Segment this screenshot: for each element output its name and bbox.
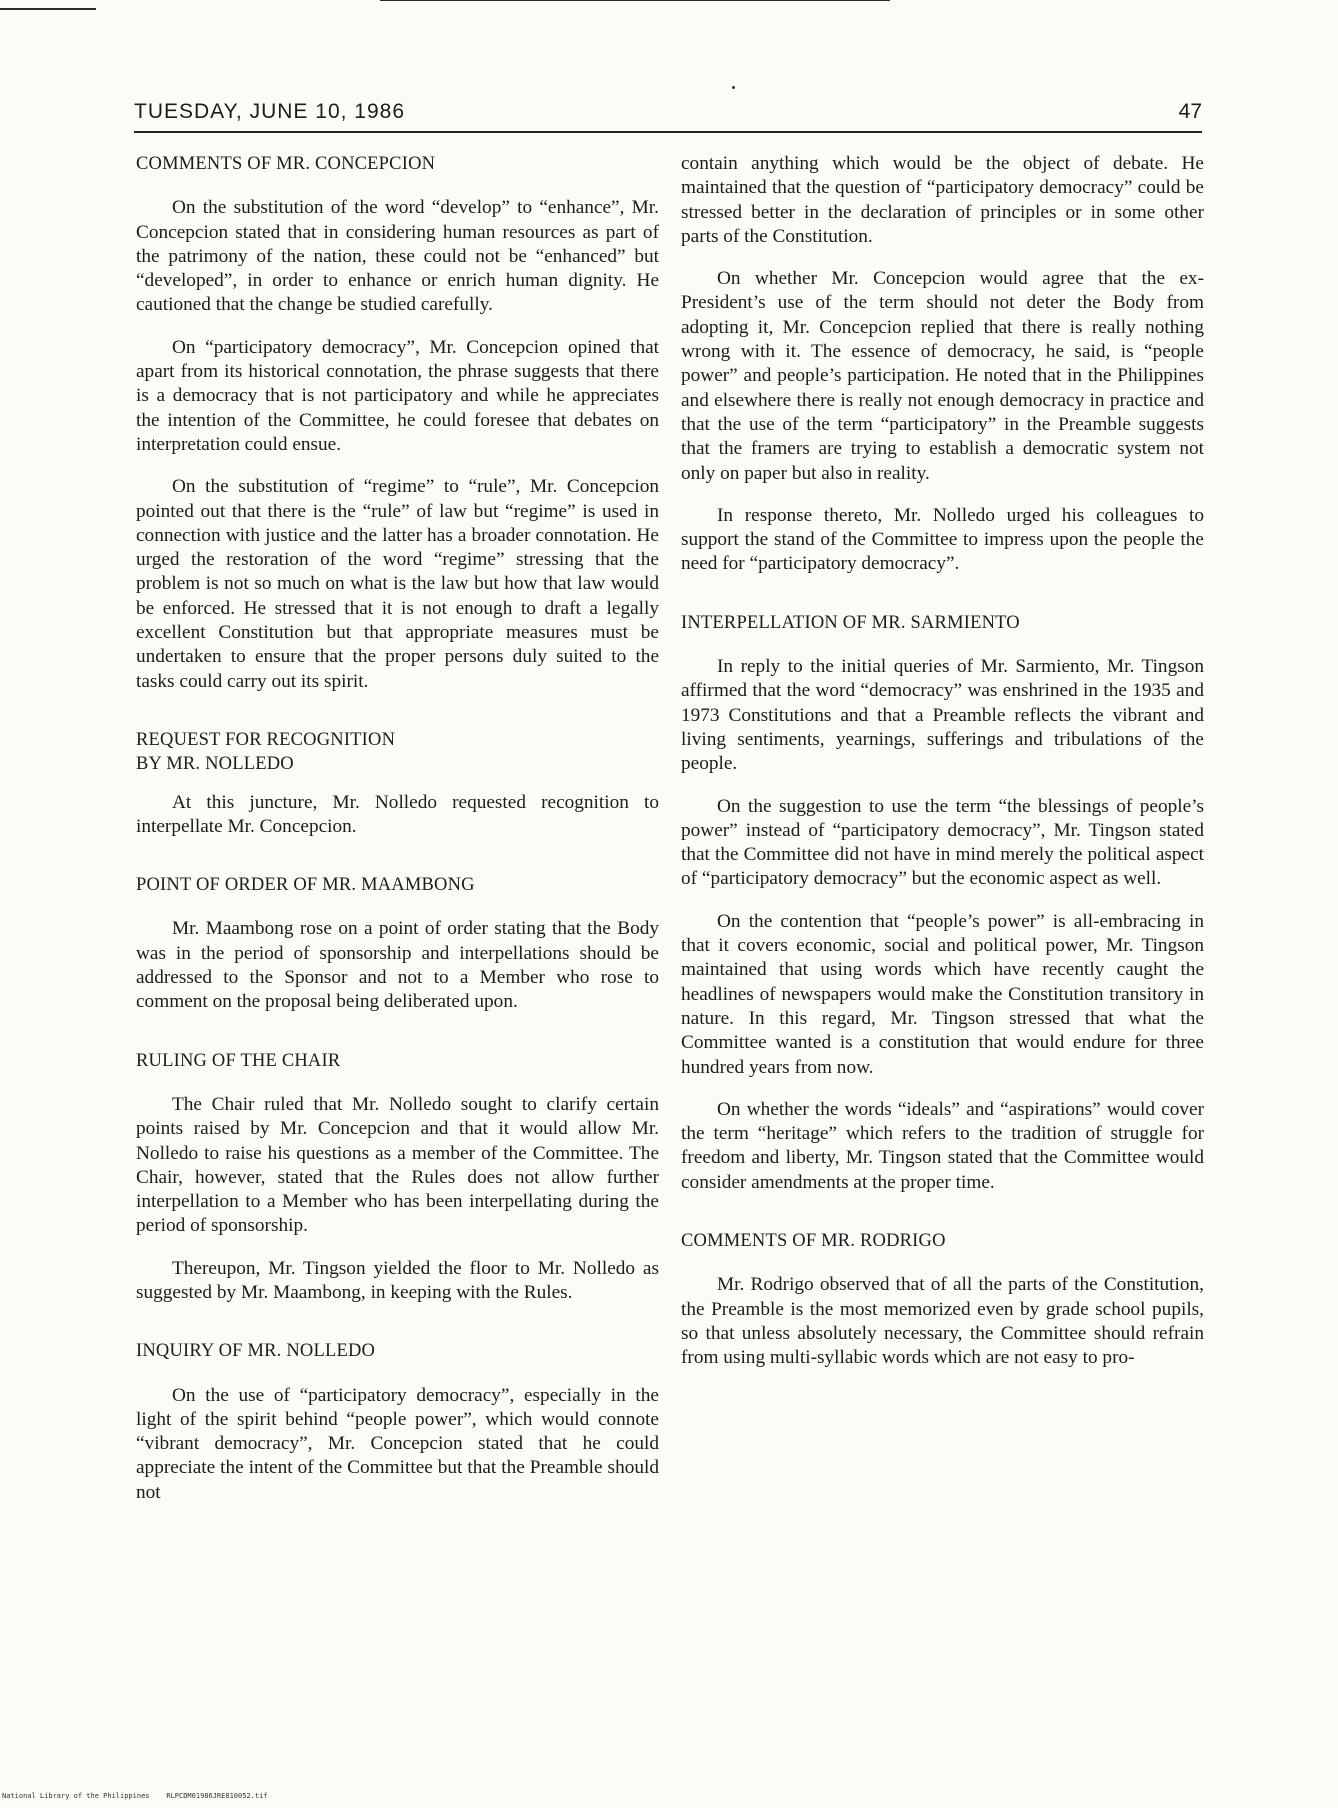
paragraph: In response thereto, Mr. Nolledo urged his colleagues to support the stand of the Committee to impress upon the people the need for “participatory democracy”. [681,504,1204,575]
scan-edge-line-top [380,0,890,1]
section-heading: COMMENTS OF MR. CONCEPCION [136,154,436,174]
paragraph: Thereupon, Mr. Tingson yielded the floor to Mr. Nolledo as suggested by Mr. Maambong, in keeping with the Rules. [136,1257,659,1303]
paragraph: In reply to the initial queries of Mr. Sarmiento, Mr. Tingson affirmed that the word “democracy” was enshrined in the 1935 and 1973 Constitutions and that a Preamble reflects the vibrant and living sentiments, yearnings, sufferings and tribulations of the people. [681,656,1204,775]
section-heading: RULING OF THE CHAIR [136,1050,341,1071]
paragraph: On the contention that “people’s power” is all-embracing in that it covers economic, social and political power, Mr. Tingson maintained that using words which have recently caught the headlines of newspapers would make the Constitution transitory in nature. In this regard, Mr. Tingson stressed that what the Committee wanted is a constitution that would endure for three hundred years from now. [681,910,1204,1078]
paragraph: On the substitution of the word “develop” to “enhance”, Mr. Concepcion stated that in considering human resources as part of the patrimony of the nation, these could not be “enhanced” but “developed”, in order to enhance or enrich human dignity. He cautioned that the change be studied carefully. [136,197,659,316]
section-heading: INTERPELLATION OF MR. SARMIENTO [681,612,1020,633]
paragraph-continued: contain anything which would be the object of debate. He maintained that the question of “participatory democracy” could be stressed better in the declaration of principles or in some other parts of the Constitution. [681,153,1204,247]
page-header [134,100,1202,132]
paragraph: On whether the words “ideals” and “aspirations” would cover the term “heritage” which refers to the tradition of struggle for freedom and liberty, Mr. Tingson stated that the Committee would consider amendments at the proper time. [681,1098,1204,1193]
section-heading: COMMENTS OF MR. RODRIGO [681,1230,946,1251]
section-heading [136,728,659,777]
right-column [681,152,1204,1388]
paragraph: On the use of “participatory democracy”, especially in the light of the spirit behind “people power”, which would connote “vibrant democracy”, Mr. Concepcion stated that he could appreciate the intent of the Committee but that the Preamble should not [136,1384,659,1503]
paragraph: On “participatory democracy”, Mr. Concepcion opined that apart from its historical connotation, the phrase suggests that there is a democracy that is not participatory and while he appreciates the intention of the Committee, he could foresee that debates on interpretation could ensue. [136,336,659,455]
page-number: 47 [1178,100,1202,123]
paragraph: On the suggestion to use the term “the blessings of people’s power” instead of “participatory democracy”, Mr. Tingson stated that the Committee did not have in mind merely the political aspect of “participatory democracy” but the economic aspect as well. [681,795,1204,890]
paragraph: Mr. Maambong rose on a point of order stating that the Body was in the period of sponsorship and interpellations should be addressed to the Sponsor and not to a Member who rose to comment on the proposal being deliberated upon. [136,918,659,1013]
section-heading: POINT OF ORDER OF MR. MAAMBONG [136,875,475,896]
paragraph: On the substitution of “regime” to “rule”, Mr. Concepcion pointed out that there is the “rule” of law but “regime” is used in connection with justice and the latter has a broader connotation. He urged the restoration of the word “regime” stressing that the problem is not so much on what is the law but how that law would be enforced. He stressed that it is not enough to draft a legally excellent Constitution but that appropriate measures must be undertaken to ensure that the proper persons duly suited to the tasks could carry out its spirit. [136,476,659,692]
scan-speck [732,86,735,89]
header-date: TUESDAY, JUNE 10, 1986 [134,100,406,123]
paragraph: The Chair ruled that Mr. Nolledo sought to clarify certain points raised by Mr. Concepcion and that it would allow Mr. Nolledo to raise his questions as a member of the Committee. The Chair, however, stated that the Rules does not allow further interpellation to a Member who has been interpellating during the period of sponsorship. [136,1093,659,1237]
section-heading-line: REQUEST FOR RECOGNITION [136,729,396,750]
archive-footer: National Library of the Philippines RLPCDM01986JRE810052.tif [2,1792,268,1800]
left-column [136,152,659,1523]
header-rule [134,131,1202,133]
paragraph: Mr. Rodrigo observed that of all the parts of the Constitution, the Preamble is the most memorized even by grade school pupils, so that unless absolutely necessary, the Committee should refrain from using multi-syllabic words which are not easy to pro- [681,1274,1204,1369]
section-heading: INQUIRY OF MR. NOLLEDO [136,1341,376,1362]
paragraph: On whether Mr. Concepcion would agree that the ex-President’s use of the term should not deter the Body from adopting it, Mr. Concepcion replied that there is really nothing wrong with it. The essence of democracy, he said, is “people power” and people’s participation. He noted that in the Philippines and elsewhere there is really not enough democracy in practice and that the use of the term “participatory” in the Preamble suggests that the framers are trying to establish a democratic system not only on paper but also in reality. [681,268,1204,484]
scan-edge-line-left [0,8,96,10]
section-heading-line: BY MR. NOLLEDO [136,754,294,775]
paragraph: At this juncture, Mr. Nolledo requested recognition to interpellate Mr. Concepcion. [136,791,659,837]
